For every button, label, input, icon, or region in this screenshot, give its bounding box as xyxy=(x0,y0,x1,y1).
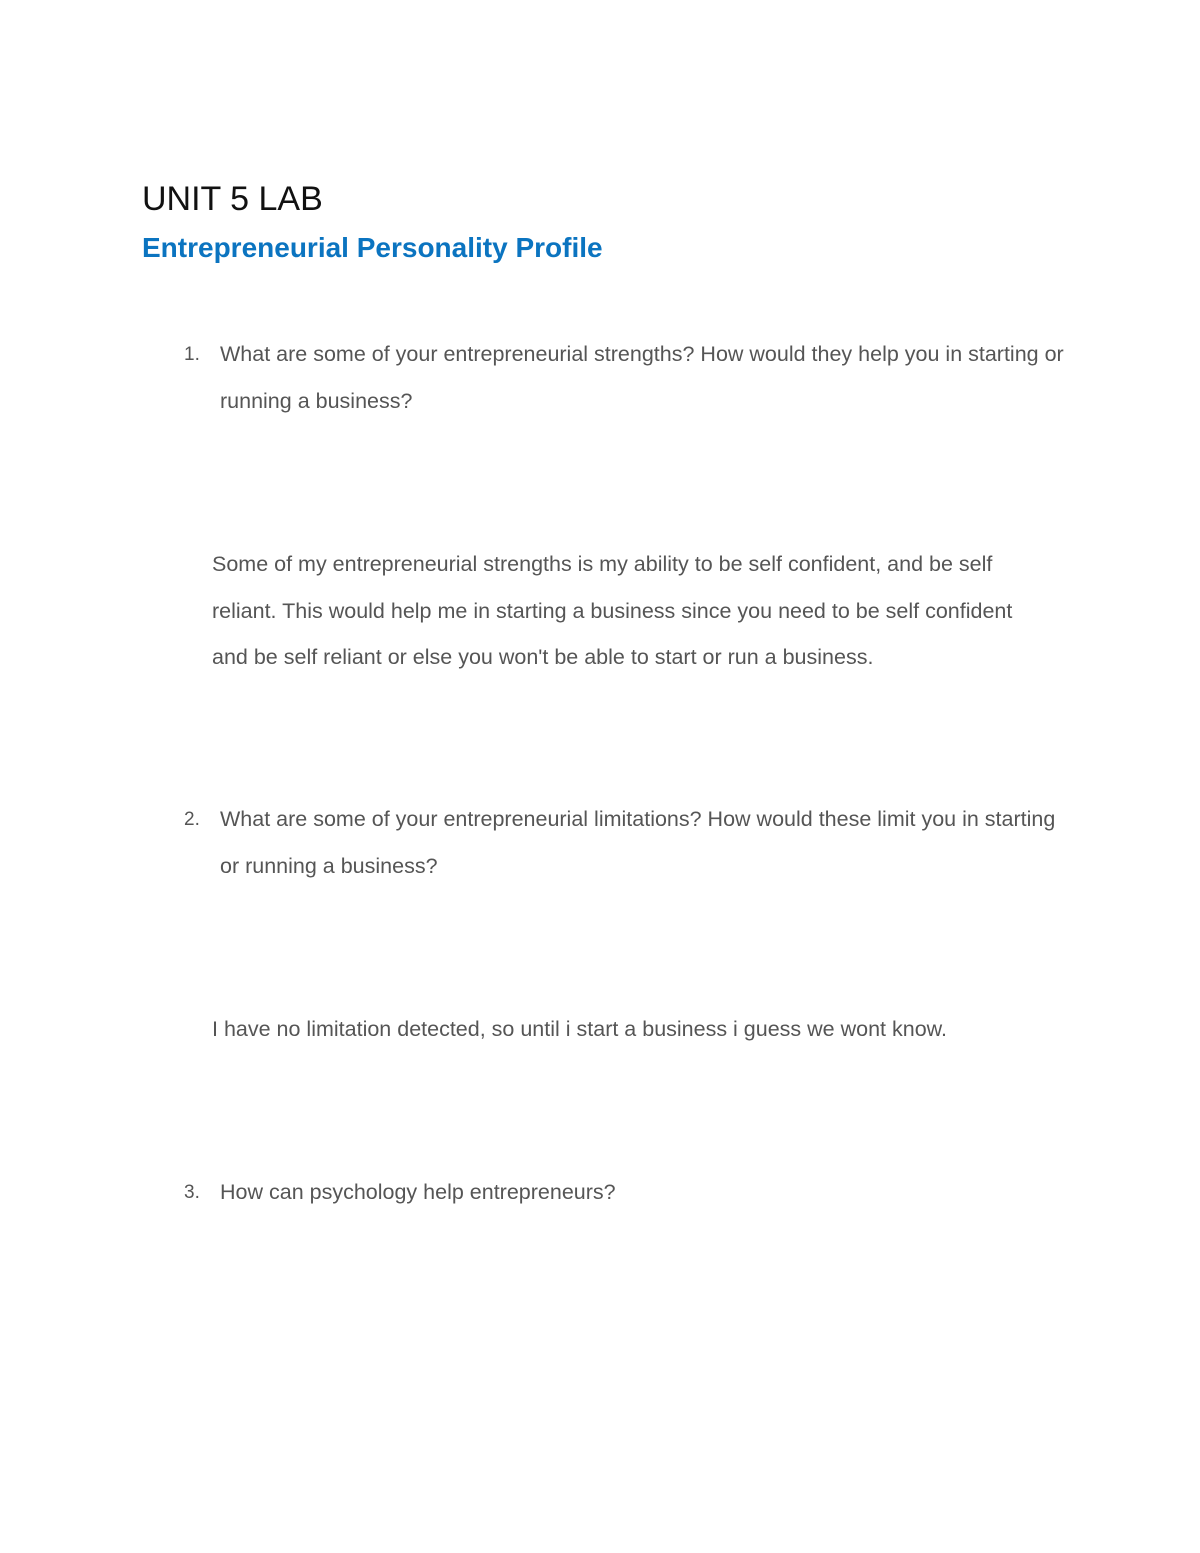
question-number: 3. xyxy=(184,1182,200,1203)
question-number: 1. xyxy=(184,344,200,365)
question-text: What are some of your entrepreneurial limitations? How would these limit you in starting or running a business? xyxy=(220,807,1056,878)
question-text: What are some of your entrepreneurial strengths? How would they help you in starting or running a business? xyxy=(220,342,1064,413)
answer-2: I have no limitation detected, so until i start a business i guess we wont know. xyxy=(212,1017,947,1041)
document-title: UNIT 5 LAB xyxy=(142,180,323,218)
question-number: 2. xyxy=(184,809,200,830)
question-2 xyxy=(184,796,1084,890)
question-1 xyxy=(184,331,1084,425)
answer-1: Some of my entrepreneurial strengths is my ability to be self confident, and be self reliant. This would help me in starting a business since you need to be self confident and be self reliant or else you won't be able to start or run a business. xyxy=(212,552,1013,669)
question-text: How can psychology help entrepreneurs? xyxy=(220,1180,616,1204)
question-3 xyxy=(184,1169,1084,1216)
document-subtitle: Entrepreneurial Personality Profile xyxy=(142,232,603,263)
